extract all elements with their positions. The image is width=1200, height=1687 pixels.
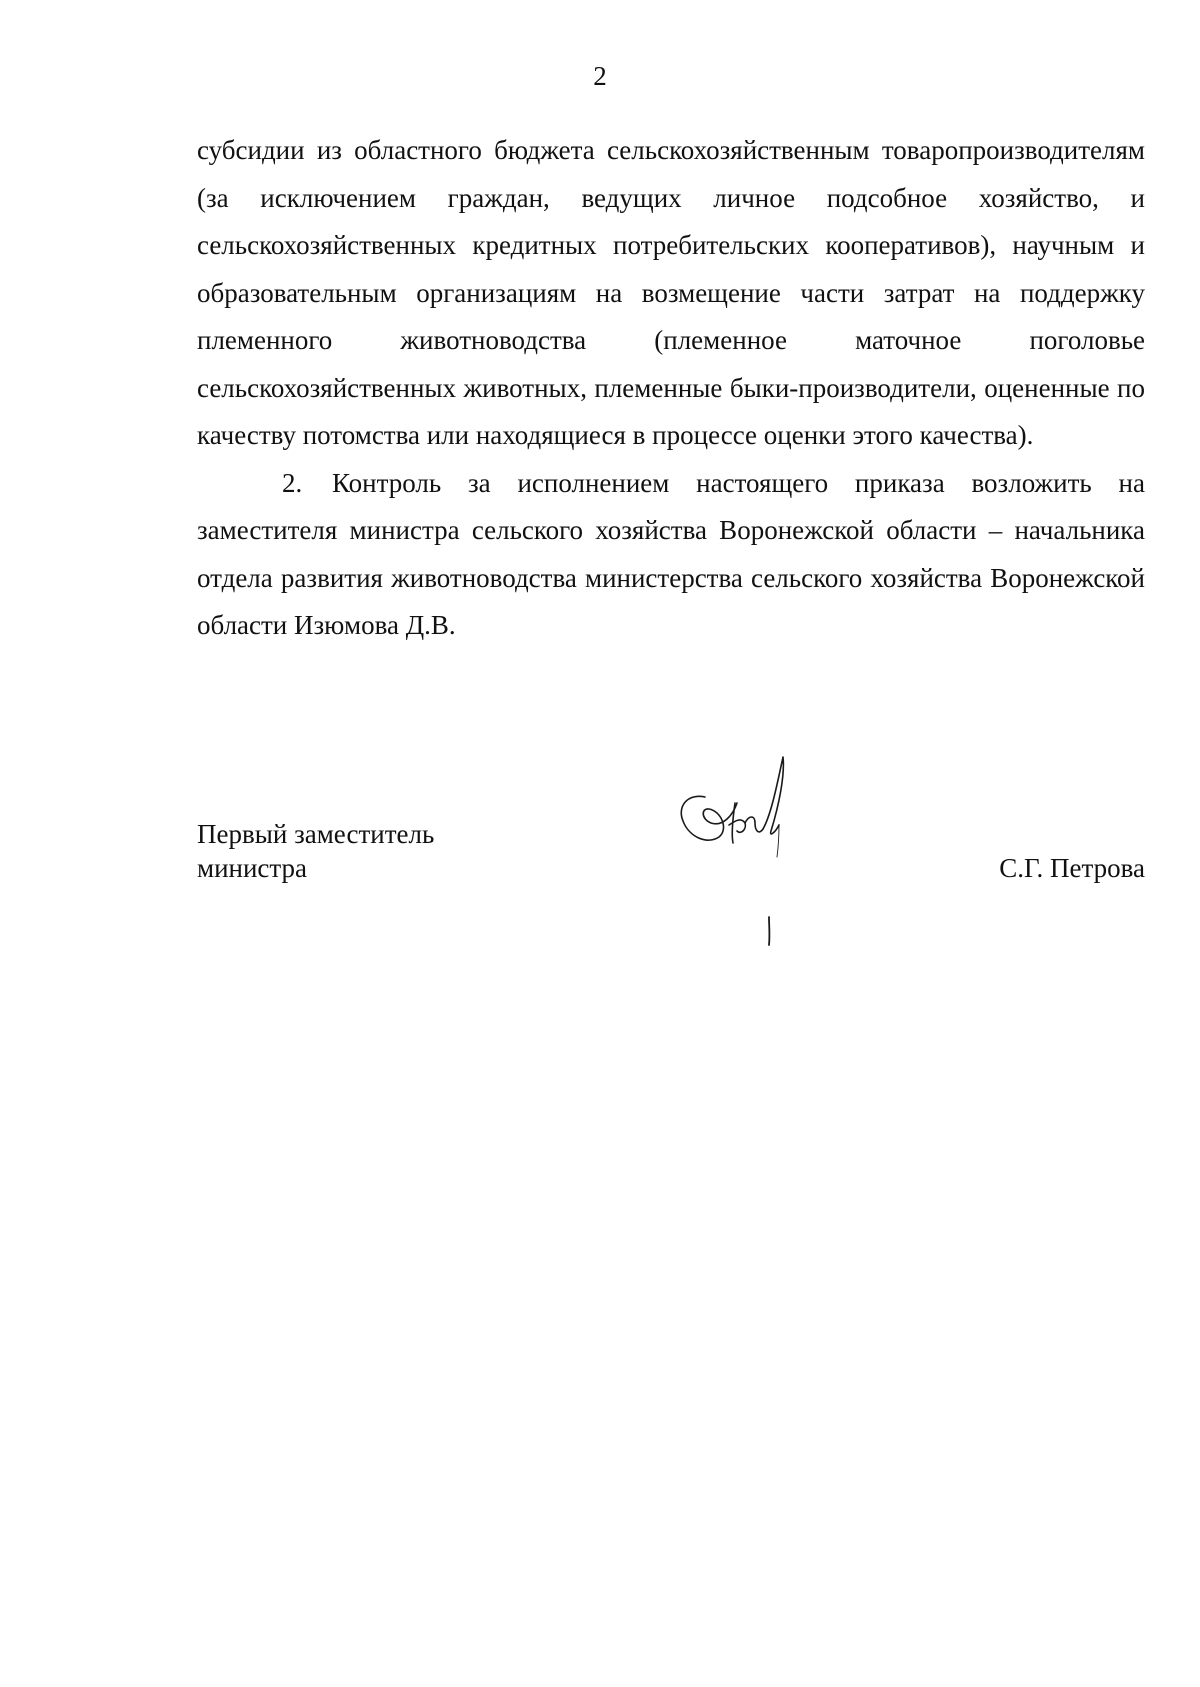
signer-title-line-1: Первый заместитель <box>197 819 435 849</box>
signer-name: С.Г. Петрова <box>999 853 1145 883</box>
paragraph-continuation: субсидии из областного бюджета сельскохозяйственным товаропроизводителям (за исключением граждан, ведущих личное подсобное хозяйство, и сельскохозяйственных кредитных потребительских кооперативов), научным и образовательным организациям на возмещение части затрат на поддержку племенного животноводства (племенное маточное поголовье сельскохозяйственных животных, племенные быки-производители, оцененные по качеству потомства или находящиеся в процессе оценки этого качества). <box>197 135 1145 450</box>
handwritten-signature <box>675 745 815 965</box>
signer-title <box>197 817 434 885</box>
page-number: 2 <box>593 61 607 91</box>
item-text: Контроль за исполнением настоящего приказа возложить на заместителя министра сельского хозяйства Воронежской области – начальника отдела развития животноводства министерства сельского хозяйства Воронежской области Изюмова Д.В. <box>197 467 1145 640</box>
document-body <box>197 127 1145 650</box>
paragraph-item-2 <box>197 460 1145 650</box>
signer-title-line-2: министра <box>197 853 308 883</box>
item-number: 2. <box>282 467 303 498</box>
